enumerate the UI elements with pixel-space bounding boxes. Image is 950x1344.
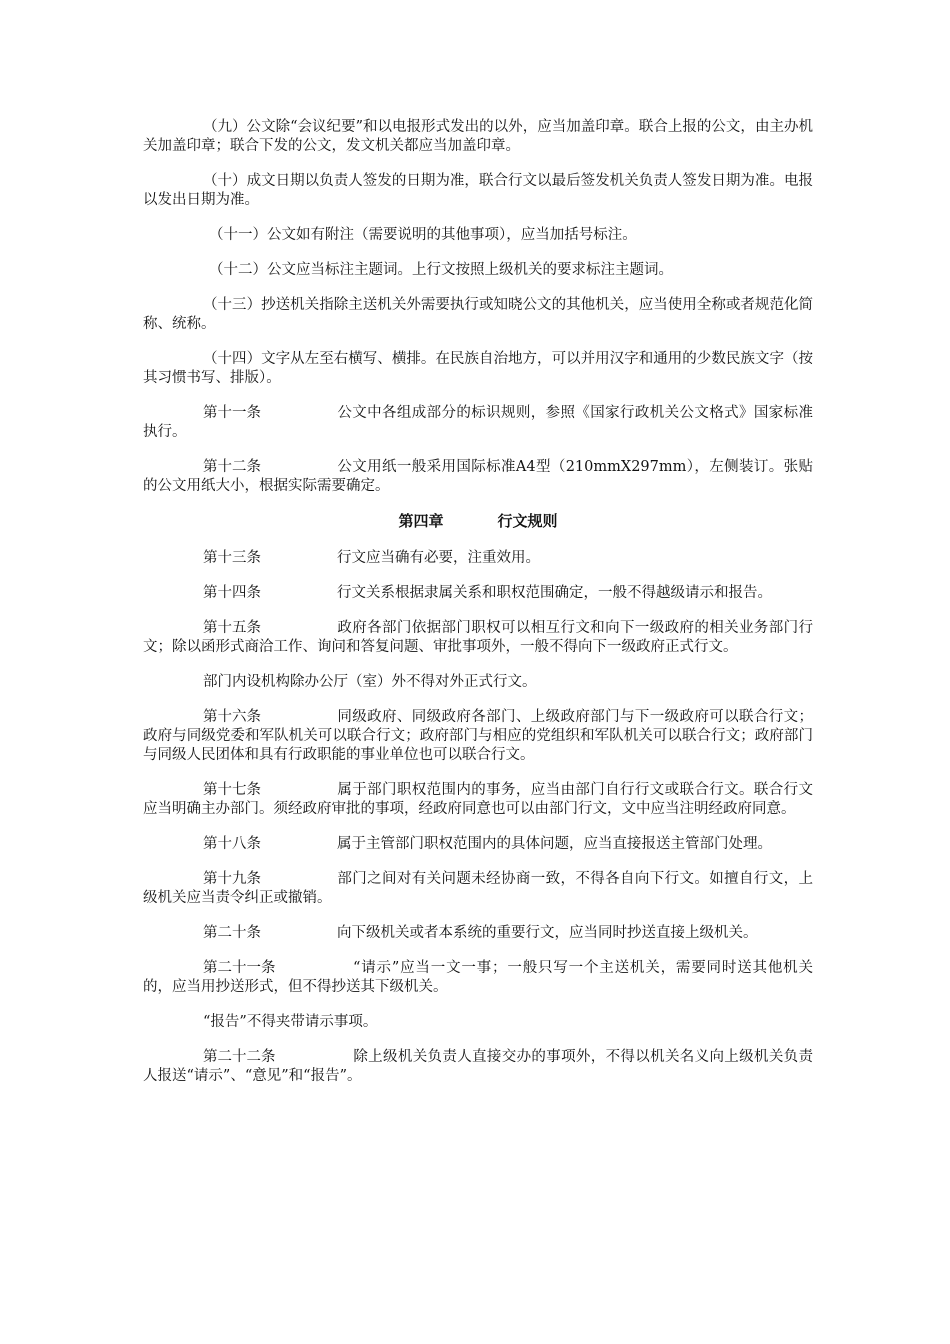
paragraph-item-9: （九）公文除“会议纪要”和以电报形式发出的以外，应当加盖印章。联合上报的公文，由主办机关加盖印章；联合下发的公文，发文机关都应当加盖印章。 [143,119,813,154]
article-text: 行文关系根据隶属关系和职权范围确定，一般不得越级请示和报告。 [337,585,772,601]
article-12 [143,458,813,496]
article-21-note [143,1013,813,1032]
article-label: 第十八条 [203,836,261,852]
article-text: 公文中各组成部分的标识规则，参照《国家行政机关公文格式》国家标准执行。 [143,405,813,440]
article-label: 第二十一条 [203,960,276,976]
article-text: 向下级机关或者本系统的重要行文，应当同时抄送直接上级机关。 [337,925,758,941]
article-15 [143,619,813,657]
paragraph-item-13: （十三）抄送机关指除主送机关外需要执行或知晓公文的其他机关，应当使用全称或者规范化简称、统称。 [143,297,813,332]
document-page [143,118,813,1102]
article-text: 政府各部门依据部门职权可以相互行文和向下一级政府的相关业务部门行文；除以函形式商洽工作、询问和答复问题、审批事项外，一般不得向下一级政府正式行文。 [143,620,813,655]
article-22 [143,1048,813,1086]
article-label: 第十二条 [203,459,261,475]
article-21 [143,959,813,997]
article-label: 第十三条 [203,550,261,566]
article-text: 行文应当确有必要，注重效用。 [337,550,540,566]
article-text: 同级政府、同级政府各部门、上级政府部门与下一级政府可以联合行文；政府与同级党委和军队机关可以联合行文；政府部门与相应的党组织和军队机关可以联合行文；政府部门与同级人民团体和具有行政职能的事业单位也可以联合行文。 [143,709,813,763]
article-13 [143,549,813,568]
article-11 [143,404,813,442]
article-17 [143,781,813,819]
article-text: 部门之间对有关问题未经协商一致，不得各自向下行文。如擅自行文，上级机关应当责令纠正或撤销。 [143,871,813,906]
article-label: 第十六条 [203,709,261,725]
chapter-title: 行文规则 [497,512,558,530]
article-label: 第十九条 [203,871,261,887]
article-20 [143,924,813,943]
article-text: 公文用纸一般采用国际标准A4型（210mmX297mm），左侧装订。张贴的公文用纸大小，根据实际需要确定。 [143,459,813,494]
article-19 [143,870,813,908]
chapter-number: 第四章 [398,512,444,530]
article-text: 属于部门职权范围内的事务，应当由部门自行行文或联合行文。联合行文应当明确主办部门。须经政府审批的事项，经政府同意也可以由部门行文，文中应当注明经政府同意。 [143,782,813,817]
article-label: 第十四条 [203,585,261,601]
paragraph-item-11: （十一）公文如有附注（需要说明的其他事项），应当加括号标注。 [209,227,637,243]
paragraph-item-10: （十）成文日期以负责人签发的日期为准，联合行文以最后签发机关负责人签发日期为准。电报以发出日期为准。 [143,173,813,208]
article-text: 除上级机关负责人直接交办的事项外，不得以机关名义向上级机关负责人报送“请示”、“意见”和“报告”。 [143,1049,813,1084]
article-text: “请示”应当一文一事；一般只写一个主送机关，需要同时送其他机关的，应当用抄送形式，但不得抄送其下级机关。 [143,960,813,995]
article-text: “报告”不得夹带请示事项。 [203,1014,378,1030]
article-text: 属于主管部门职权范围内的具体问题，应当直接报送主管部门处理。 [337,836,772,852]
paragraph-item-12: （十二）公文应当标注主题词。上行文按照上级机关的要求标注主题词。 [209,262,673,278]
article-label: 第十七条 [203,782,261,798]
article-label: 第二十条 [203,925,261,941]
article-16 [143,708,813,765]
paragraph-item-14: （十四）文字从左至右横写、横排。在民族自治地方，可以并用汉字和通用的少数民族文字（按其习惯书写、排版）。 [143,351,813,386]
article-label: 第十五条 [203,620,261,636]
article-text: 部门内设机构除办公厅（室）外不得对外正式行文。 [203,674,537,690]
article-18 [143,835,813,854]
article-label: 第十一条 [203,405,261,421]
article-14 [143,584,813,603]
chapter-heading [143,512,813,531]
article-15-note [143,673,813,692]
article-label: 第二十二条 [203,1049,276,1065]
